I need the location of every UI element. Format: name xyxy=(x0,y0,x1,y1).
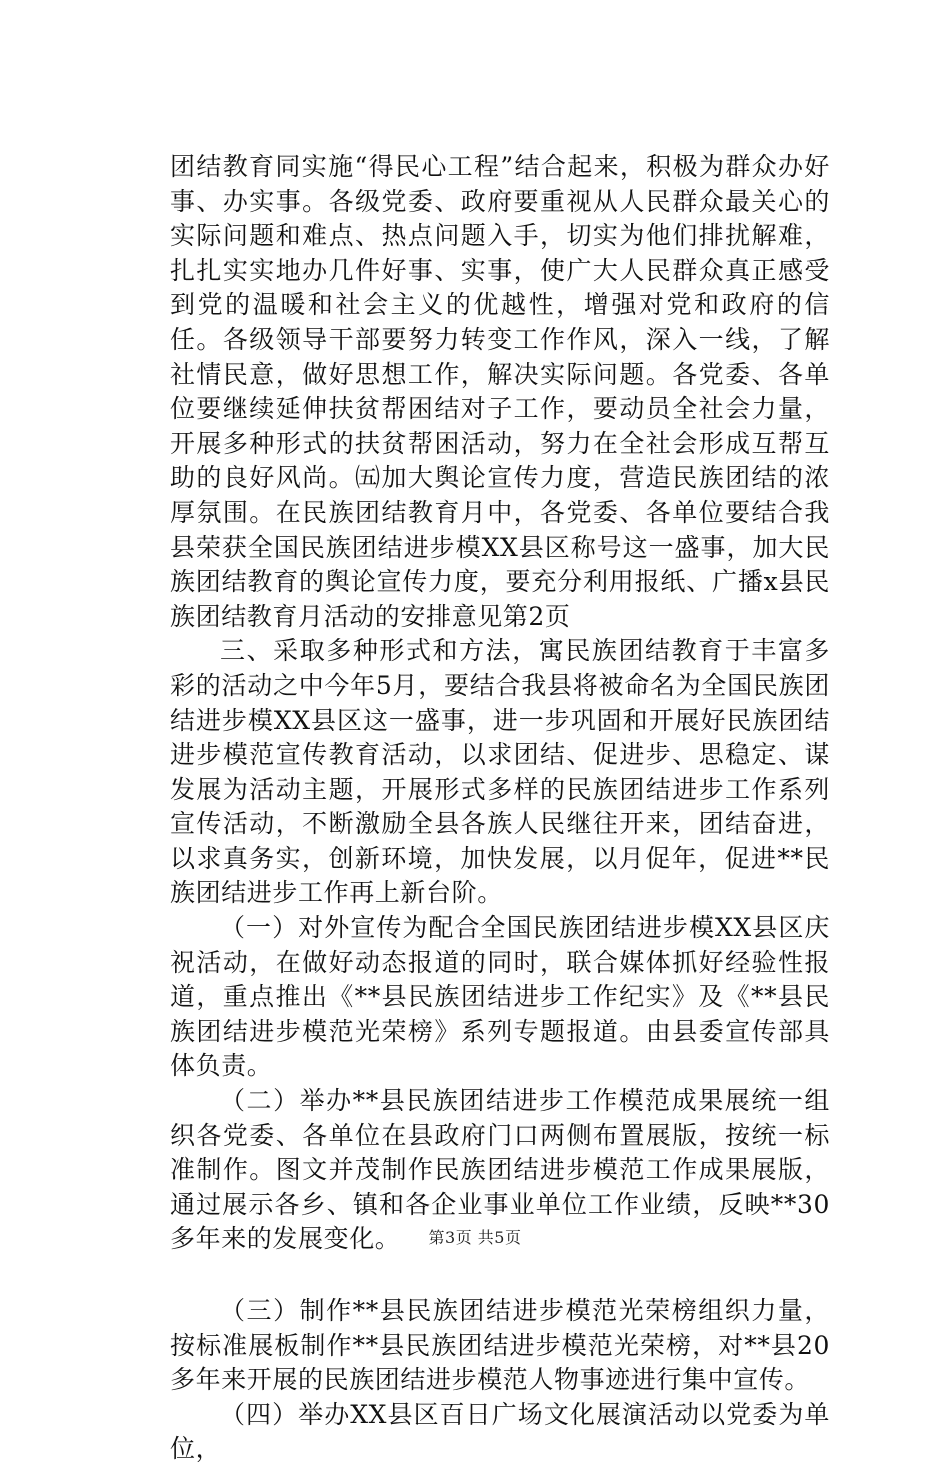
paragraph-item-two: （二）举办**县民族团结进步工作模范成果展统一组织各党委、各单位在县政府门口两侧布置展版，按统一标准制作。图文并茂制作民族团结进步模范工作成果展版，通过展示各乡、镇和各企业事业单位工作业绩，反映**30多年来的发展变化。 xyxy=(170,1086,830,1254)
document-body xyxy=(170,150,830,1467)
paragraph-item-three: （三）制作**县民族团结进步模范光荣榜组织力量，按标准展板制作**县民族团结进步模范光荣榜，对**县20多年来开展的民族团结进步模范人物事迹进行集中宣传。 xyxy=(170,1296,830,1395)
paragraph-section-three: 三、采取多种形式和方法，寓民族团结教育于丰富多彩的活动之中今年5月，要结合我县将被命名为全国民族团结进步模XX县区这一盛事，进一步巩固和开展好民族团结进步模范宣传教育活动，以求团结、促进步、思稳定、谋发展为活动主题，开展形式多样的民族团结进步工作系列宣传活动，不断激励全县各族人民继往开来，团结奋进，以求真务实，创新环境，加快发展，以月促年，促进**民族团结进步工作再上新台阶。 xyxy=(170,636,830,908)
paragraph-item-four: （四）举办XX县区百日广场文化展演活动以党委为单位， xyxy=(170,1399,830,1464)
paragraph-item-one: （一）对外宣传为配合全国民族团结进步模XX县区庆祝活动，在做好动态报道的同时，联合媒体抓好经验性报道，重点推出《**县民族团结进步工作纪实》及《**县民族团结进步模范光荣榜》系列专题报道。由县委宣传部具体负责。 xyxy=(170,913,830,1081)
paragraph-continuation: 团结教育同实施“得民心工程”结合起来，积极为群众办好事、办实事。各级党委、政府要重视从人民群众最关心的实际问题和难点、热点问题入手，切实为他们排扰解难，扎扎实实地办几件好事、实事，使广大人民群众真正感受到党的温暖和社会主义的优越性，增强对党和政府的信任。各级领导干部要努力转变工作作风，深入一线，了解社情民意，做好思想工作，解决实际问题。各党委、各单位要继续延伸扶贫帮困结对子工作，要动员全社会力量，开展多种形式的扶贫帮困活动，努力在全社会形成互帮互助的良好风尚。㈤加大舆论宣传力度，营造民族团结的浓厚氛围。在民族团结教育月中，各党委、各单位要结合我县荣获全国民族团结进步模XX县区称号这一盛事，加大民族团结教育的舆论宣传力度，要充分利用报纸、广播x县民族团结教育月活动的安排意见第2页 xyxy=(170,152,830,631)
page-number-footer: 第3页 共5页 xyxy=(428,1228,522,1247)
